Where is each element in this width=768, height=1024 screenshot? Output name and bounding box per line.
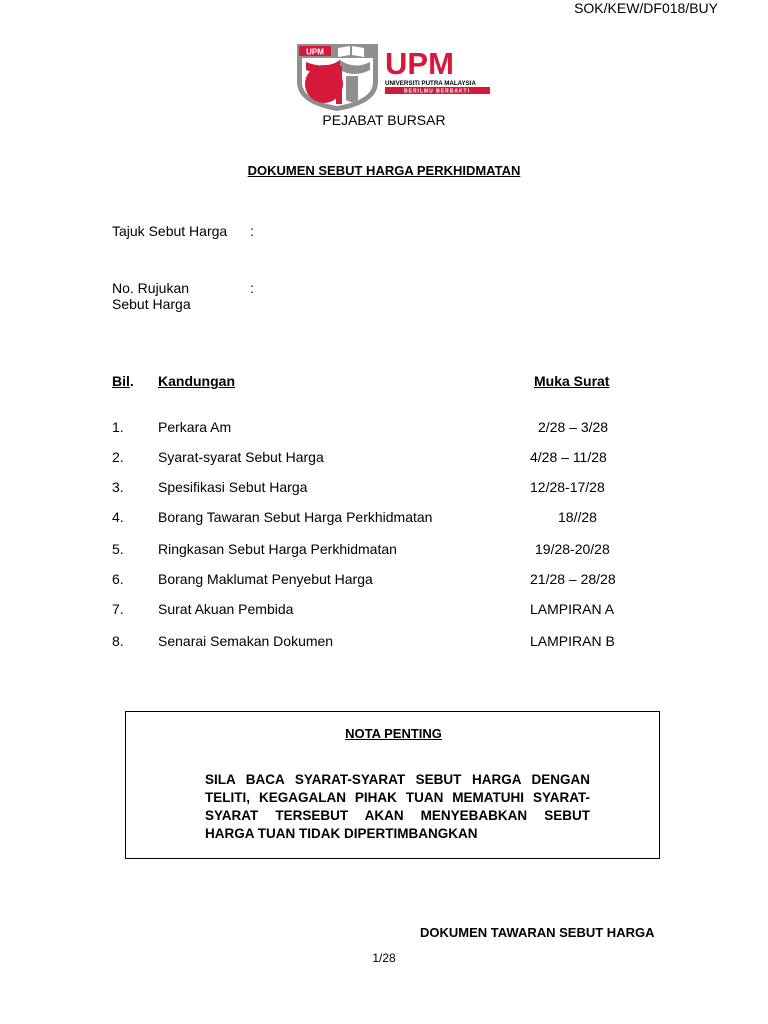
toc-row-item: Surat Akuan Pembida <box>158 601 294 617</box>
important-note-title: NOTA PENTING <box>345 726 442 741</box>
toc-row-page: 12/28-17/28 <box>530 479 605 495</box>
toc-row-page: 18//28 <box>558 509 597 525</box>
toc-row-item: Syarat-syarat Sebut Harga <box>158 449 324 465</box>
toc-row-item: Spesifikasi Sebut Harga <box>158 479 308 495</box>
important-note-box <box>125 711 660 859</box>
svg-text:UPM: UPM <box>306 47 324 57</box>
toc-row-item: Perkara Am <box>158 419 232 435</box>
document-code: SOK/KEW/DF018/BUY <box>574 0 718 16</box>
toc-row-item: Borang Maklumat Penyebut Harga <box>158 571 373 587</box>
toc-row-number: 1. <box>112 419 124 435</box>
toc-row-page: LAMPIRAN B <box>530 633 615 649</box>
svg-text:BERILMU BERBAKTI: BERILMU BERBAKTI <box>404 88 470 95</box>
toc-row-item: Senarai Semakan Dokumen <box>158 633 334 649</box>
document-title: DOKUMEN SEBUT HARGA PERKHIDMATAN <box>247 163 521 178</box>
toc-row-page: LAMPIRAN A <box>530 601 615 617</box>
important-note-body: SILA BACA SYARAT-SYARAT SEBUT HARGA DENGAN TELITI, KEGAGALAN PIHAK TUAN MEMATUHI SYARAT-SYARAT TERSEBUT AKAN MENYEBABKAN SEBUT HARGA TUAN TIDAK DIPERTIMBANGKAN <box>205 772 590 841</box>
office-title: PEJABAT BURSAR <box>322 112 446 128</box>
toc-header-bil: Bil. <box>112 373 134 389</box>
rujukan-label-line1: No. Rujukan <box>112 280 190 296</box>
svg-text:UNIVERSITI PUTRA MALAYSIA: UNIVERSITI PUTRA MALAYSIA <box>385 80 476 87</box>
tajuk-label: Tajuk Sebut Harga <box>112 223 228 239</box>
toc-row-number: 3. <box>112 479 124 495</box>
footer-title: DOKUMEN TAWARAN SEBUT HARGA <box>420 925 655 940</box>
toc-row-number: 7. <box>112 601 124 617</box>
toc-row-page: 19/28-20/28 <box>535 541 610 557</box>
rujukan-colon: : <box>250 280 254 296</box>
toc-row-item: Borang Tawaran Sebut Harga Perkhidmatan <box>158 509 433 525</box>
toc-header-muka-surat: Muka Surat <box>534 373 610 389</box>
page-number: 1/28 <box>372 951 396 965</box>
toc-row-item: Ringkasan Sebut Harga Perkhidmatan <box>158 541 397 557</box>
upm-logo <box>296 42 492 112</box>
toc-row-number: 6. <box>112 571 124 587</box>
toc-row-page: 4/28 – 11/28 <box>530 449 607 465</box>
svg-text:UPM: UPM <box>385 46 454 81</box>
toc-row-number: 4. <box>112 509 124 525</box>
toc-row-page: 21/28 – 28/28 <box>530 571 616 587</box>
toc-row-number: 2. <box>112 449 124 465</box>
toc-row-number: 8. <box>112 633 124 649</box>
rujukan-label-line2: Sebut Harga <box>112 296 191 312</box>
toc-row-number: 5. <box>112 541 124 557</box>
upm-crest-icon <box>296 42 492 112</box>
tajuk-colon: : <box>250 223 254 239</box>
toc-row-page: 2/28 – 3/28 <box>538 419 609 435</box>
toc-header-kandungan: Kandungan <box>158 373 235 389</box>
